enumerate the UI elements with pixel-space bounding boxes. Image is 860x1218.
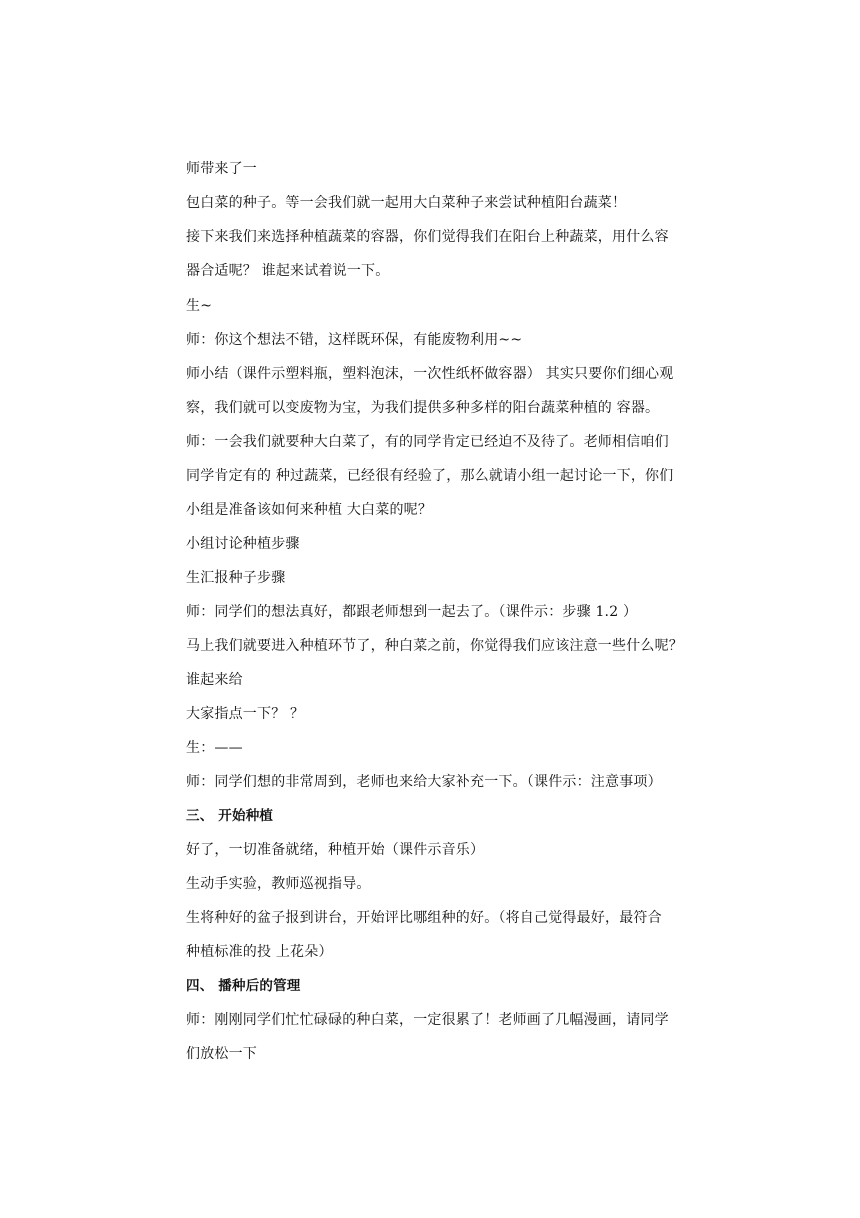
text-line: 师小结（课件示塑料瓶，塑料泡沫，一次性纸杯做容器） 其实只要你们细心观 bbox=[186, 366, 674, 382]
text-line: 小组是准备该如何来种植 大白菜的呢？ bbox=[186, 502, 433, 518]
text-line: 器合适呢？ 谁起来试着说一下。 bbox=[186, 263, 390, 279]
text-line: 师：一会我们就要种大白菜了，有的同学肯定已经迫不及待了。老师相信咱们 bbox=[186, 434, 669, 450]
text-line: 师：同学们想的非常周到，老师也来给大家补充一下。（课件示：注意事项） bbox=[186, 774, 662, 790]
text-line: 种植标准的投 上花朵） bbox=[186, 944, 333, 960]
section-heading: 四、 播种后的管理 bbox=[186, 978, 301, 994]
text-line: 师：同学们的想法真好，都跟老师想到一起去了。（课件示：步骤 1.2 ） bbox=[186, 604, 638, 620]
text-line: 师：刚刚同学们忙忙碌碌的种白菜，一定很累了！老师画了几幅漫画，请同学 bbox=[186, 1012, 669, 1028]
text-line: 察，我们就可以变废物为宝，为我们提供多种多样的阳台蔬菜种植的 容器。 bbox=[186, 400, 660, 416]
text-line: 生~ bbox=[186, 298, 213, 314]
text-line: 师：你这个想法不错，这样既环保，有能废物利用~~ bbox=[186, 332, 523, 348]
text-line: 生动手实验，教师巡视指导。 bbox=[186, 876, 371, 892]
text-line: 好了，一切准备就绪，种植开始（课件示音乐） bbox=[186, 842, 485, 858]
text-line: 生将种好的盆子报到讲台，开始评比哪组种的好。（将自己觉得最好，最符合 bbox=[186, 910, 662, 926]
text-line: 同学肯定有的 种过蔬菜，已经很有经验了，那么就请小组一起讨论一下，你们 bbox=[186, 468, 674, 484]
text-line: 接下来我们来选择种植蔬菜的容器，你们觉得我们在阳台上种蔬菜，用什么容 bbox=[186, 229, 669, 245]
text-line: 们放松一下 bbox=[186, 1046, 257, 1062]
text-line: 生汇报种子步骤 bbox=[186, 570, 286, 586]
text-line: 马上我们就要进入种植环节了，种白菜之前，你觉得我们应该注意一些什么呢？ bbox=[186, 638, 683, 654]
text-line: 小组讨论种植步骤 bbox=[186, 536, 300, 552]
text-line: 生：—— bbox=[186, 740, 243, 756]
section-heading: 三、 开始种植 bbox=[186, 808, 274, 824]
text-line: 师带来了一 bbox=[186, 161, 257, 177]
text-line: 大家指点一下？ ？ bbox=[186, 706, 305, 722]
text-line: 谁起来给 bbox=[186, 672, 243, 688]
text-line: 包白菜的种子。等一会我们就一起用大白菜种子来尝试种植阳台蔬菜！ bbox=[186, 195, 627, 211]
